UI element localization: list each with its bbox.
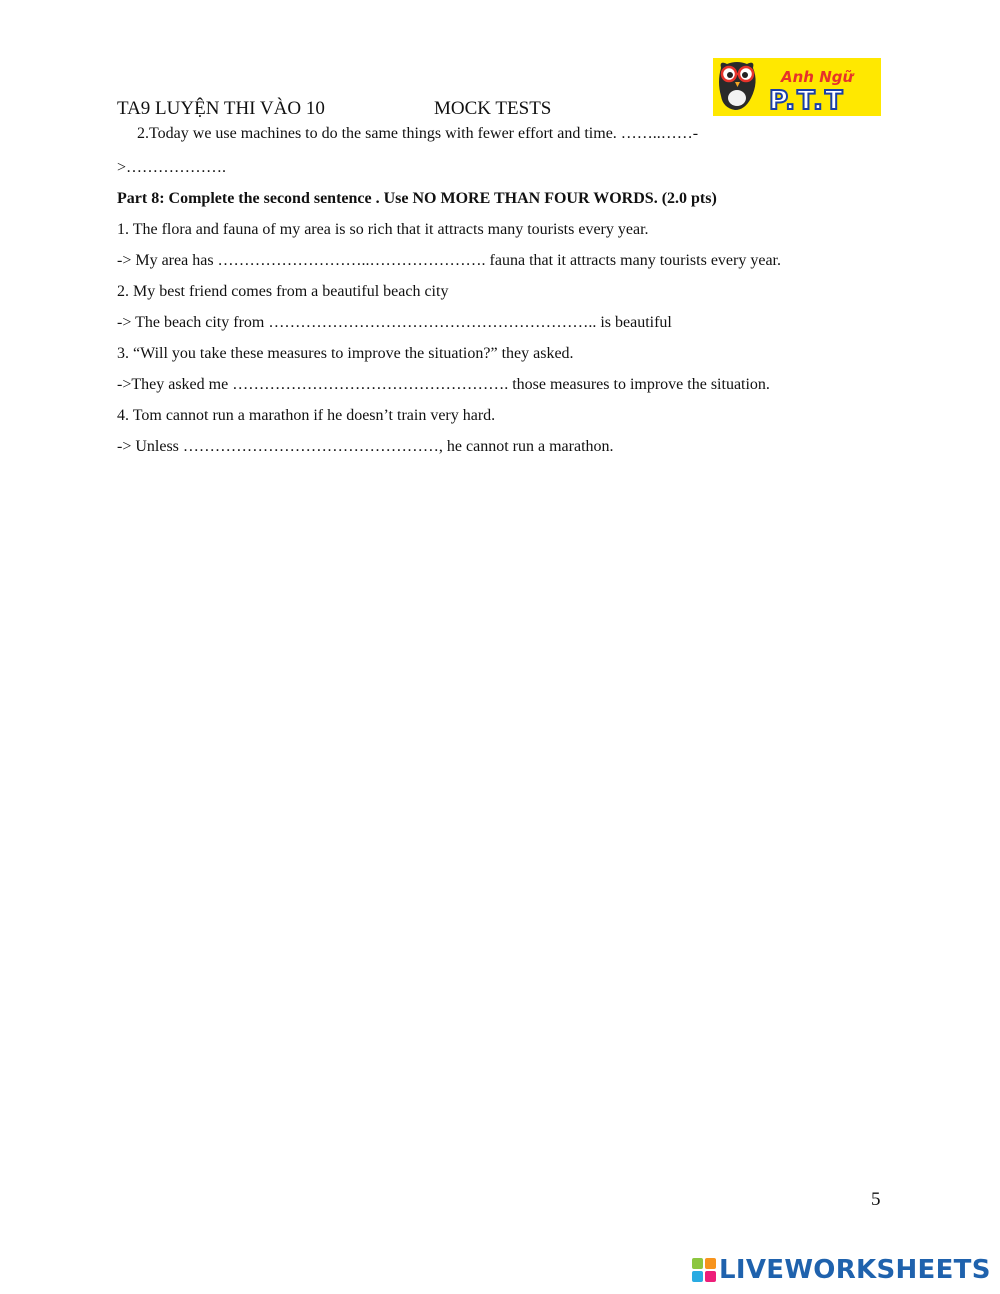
part8-heading: Part 8: Complete the second sentence . Use NO MORE THAN FOUR WORDS. (2.0 pts) — [117, 190, 717, 207]
item-4-sentence: 4. Tom cannot run a marathon if he doesn’t train very hard. — [117, 407, 496, 424]
logo-line1: Anh Ngữ — [781, 68, 854, 86]
item-3-rewrite: ->They asked me ……………………………………………. those measures to improve the situation. — [117, 376, 770, 393]
header-left-title: TA9 LUYỆN THI VÀO 10 — [117, 98, 325, 119]
continuation-line-2: >………………. — [117, 159, 227, 176]
liveworksheets-icon — [692, 1258, 716, 1282]
header-right-title: MOCK TESTS — [434, 98, 552, 119]
brand-logo — [713, 58, 881, 116]
liveworksheets-brand[interactable] — [692, 1255, 991, 1285]
item-1-sentence: 1. The flora and fauna of my area is so rich that it attracts many tourists every year. — [117, 221, 649, 238]
item-2-rewrite: -> The beach city from …………………………………………………….. is beautiful — [117, 314, 672, 331]
item-1-rewrite: -> My area has ………………………..…………………. fauna that it attracts many tourists every year. — [117, 252, 781, 269]
item-2-sentence: 2. My best friend comes from a beautiful beach city — [117, 283, 449, 300]
liveworksheets-wordmark: LIVEWORKSHEETS — [719, 1255, 991, 1285]
logo-line2: P.T.T — [769, 86, 845, 116]
owl-with-glasses-icon — [713, 58, 881, 116]
page-number: 5 — [871, 1189, 881, 1210]
continuation-line-1: 2.Today we use machines to do the same things with fewer effort and time. ……..……- — [137, 125, 699, 142]
item-4-rewrite: -> Unless …………………………………………, he cannot run a marathon. — [117, 438, 614, 455]
item-3-sentence: 3. “Will you take these measures to improve the situation?” they asked. — [117, 345, 574, 362]
